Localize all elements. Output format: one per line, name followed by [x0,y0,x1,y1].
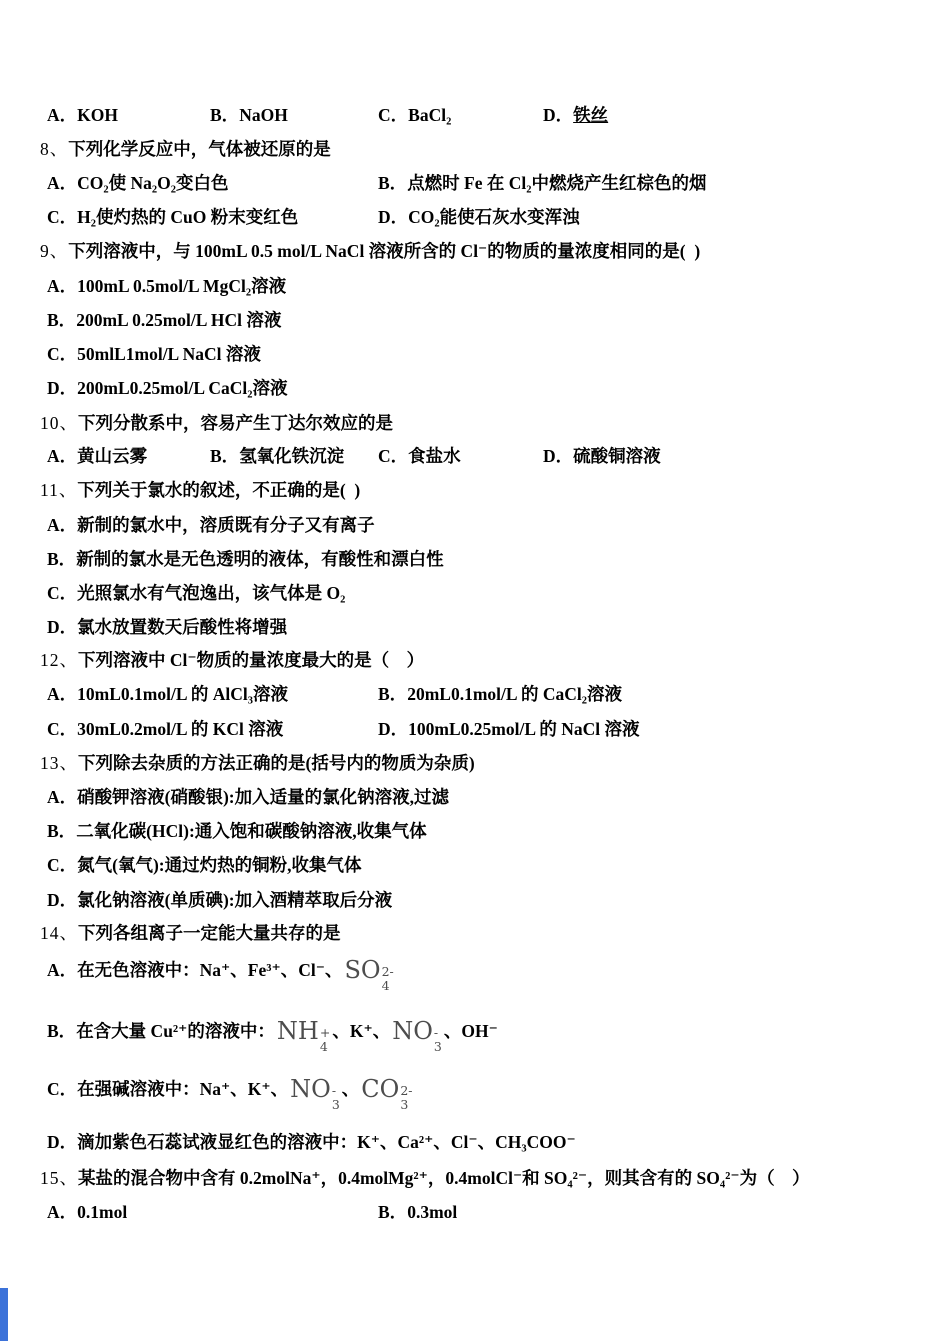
question-9-option-D [47,373,288,403]
option-text: 新制的氯水中，溶质既有分子又有离子 [77,515,375,535]
question-stem-text: 下列各组离子一定能大量共存的是 [78,923,341,943]
question-15-stem [40,1163,810,1193]
option-text: 点燃时 Fe 在 Cl₂中燃烧产生红棕色的烟 [407,173,707,193]
option-label: B． [47,549,77,569]
option-label: B． [210,105,240,125]
option-label: C． [47,207,78,227]
option-text: 硝酸钾溶液(硝酸银):加入适量的氯化钠溶液,过滤 [77,787,449,807]
option-label: C． [378,446,409,466]
question-number: 8、 [40,139,69,159]
option-text: 0.3mol [407,1202,458,1222]
question-8-option-C [47,202,298,232]
option-label: C． [47,344,78,364]
question-number: 12、 [40,650,78,670]
question-11-stem [40,475,360,505]
option-text: CO₂使 Na₂O₂变白色 [77,173,229,193]
option-text: 、OH⁻ [443,1021,498,1041]
question-12-stem [40,645,424,675]
option-label: D． [47,378,78,398]
option-label: C． [47,583,78,603]
option-text: BaCl₂ [408,105,452,125]
question-9-option-B [47,305,281,335]
option-text: 氢氧化铁沉淀 [239,446,345,466]
option-text: CO₂能使石灰水变浑浊 [408,207,580,227]
option-text: 20mL0.1mol/L 的 CaCl₂溶液 [407,684,622,704]
option-text: 50mlL1mol/L NaCl 溶液 [77,344,261,364]
question-13-option-C [47,850,362,880]
question-7-option-A [47,100,118,130]
chemical-formula-co3: CO 2- 3 [361,1075,413,1112]
option-text: 新制的氯水是无色透明的液体，有酸性和漂白性 [76,549,444,569]
option-text: 在无色溶液中：Na⁺、Fe³⁺、Cl⁻、 [77,960,343,980]
option-text: 、 [341,1079,360,1099]
option-label: C． [47,719,78,739]
option-label: A． [47,515,78,535]
option-text: 在强碱溶液中：Na⁺、K⁺、 [77,1079,289,1099]
question-8-stem [40,134,331,164]
option-label: B． [378,173,408,193]
question-number: 11、 [40,480,78,500]
option-text: 黄山云雾 [77,446,148,466]
question-9-option-A [47,271,286,301]
question-14-option-C [47,1074,415,1112]
question-7-option-C [378,100,451,130]
question-12-option-D [378,714,640,744]
chemical-formula-no3: NO - 3 [392,1017,442,1054]
option-label: B． [210,446,240,466]
option-label: D． [47,890,78,910]
option-text: 氮气(氧气):通过灼热的铜粉,收集气体 [77,855,362,875]
option-label: A． [47,960,78,980]
chemical-formula-so4: SO 2- 4 [344,956,394,993]
option-label: A． [47,276,78,296]
option-label: A． [47,105,78,125]
question-10-option-C [378,441,461,471]
option-label: B． [378,1202,408,1222]
option-label: B． [47,1021,77,1041]
question-13-option-B [47,816,427,846]
question-stem-text: 下列分散系中，容易产生丁达尔效应的是 [78,413,393,433]
question-9-option-C [47,339,261,369]
question-13-option-D [47,885,392,915]
question-14-option-D [47,1127,576,1157]
question-12-option-A [47,679,288,709]
option-text: 10mL0.1mol/L 的 AlCl₃溶液 [77,684,289,704]
option-label: D． [543,105,574,125]
question-8-option-B [378,168,707,198]
question-10-option-D [543,441,661,471]
question-11-option-A [47,510,375,540]
question-stem-text: 下列溶液中，与 100mL 0.5 mol/L NaCl 溶液所含的 Cl⁻的物质的量浓度相同的是( ) [68,241,701,261]
option-label: C． [47,1079,78,1099]
chemical-formula-nh4: NH + 4 [276,1017,331,1054]
option-label: A． [47,684,78,704]
option-label: B． [47,310,77,330]
question-8-option-D [378,202,580,232]
option-text: 氯水放置数天后酸性将增强 [77,617,288,637]
blue-edge-marker [0,1288,8,1341]
question-13-option-A [47,782,449,812]
question-stem-text: 下列化学反应中，气体被还原的是 [68,139,331,159]
question-number: 15、 [40,1168,78,1188]
question-14-option-A [47,955,396,993]
option-label: D． [47,617,78,637]
option-text: 200mL 0.25mol/L HCl 溶液 [76,310,282,330]
option-text: 、K⁺、 [332,1021,391,1041]
question-11-option-C [47,578,345,608]
question-12-option-B [378,679,622,709]
question-8-option-A [47,168,229,198]
question-number: 10、 [40,413,78,433]
option-label: A． [47,1202,78,1222]
question-stem-text: 下列关于氯水的叙述，不正确的是( ) [77,480,361,500]
option-text: 硫酸铜溶液 [573,446,661,466]
option-label: B． [378,684,408,704]
option-text: 100mL0.25mol/L 的 NaCl 溶液 [408,719,640,739]
option-text: 氯化钠溶液(单质碘):加入酒精萃取后分液 [77,890,393,910]
question-7-option-D [543,100,608,130]
option-label: A． [47,787,78,807]
chemical-formula-no3: NO - 3 [290,1075,340,1112]
question-9-stem [40,236,700,266]
question-14-option-B [47,1016,498,1054]
option-label: B． [47,821,77,841]
option-label: A． [47,173,78,193]
option-text: NaOH [239,105,288,125]
question-13-stem [40,748,475,778]
option-label: D． [378,207,409,227]
option-text: 在含大量 Cu²⁺的溶液中： [76,1021,275,1041]
question-stem-text: 下列溶液中 Cl⁻物质的量浓度最大的是（ ） [78,650,425,670]
option-text: 0.1mol [77,1202,128,1222]
option-text: 二氧化碳(HCl):通入饱和碳酸钠溶液,收集气体 [76,821,427,841]
option-text: H₂使灼热的 CuO 粉末变红色 [77,207,299,227]
question-15-option-A [47,1197,127,1227]
option-label: D． [378,719,409,739]
option-label: A． [47,446,78,466]
question-number: 14、 [40,923,78,943]
option-label: D． [47,1132,78,1152]
option-label: D． [543,446,574,466]
option-text: 铁丝 [573,105,609,125]
question-10-option-A [47,441,147,471]
question-11-option-D [47,612,287,642]
question-11-option-B [47,544,444,574]
option-text: KOH [77,105,118,125]
question-10-option-B [210,441,344,471]
question-15-option-B [378,1197,457,1227]
option-label: C． [47,855,78,875]
question-number: 9、 [40,241,69,261]
option-text: 200mL0.25mol/L CaCl₂溶液 [77,378,288,398]
option-text: 光照氯水有气泡逸出，该气体是 O₂ [77,583,346,603]
option-text: 食盐水 [408,446,461,466]
question-stem-text: 下列除去杂质的方法正确的是(括号内的物质为杂质) [78,753,475,773]
question-stem-text: 某盐的混合物中含有 0.2molNa⁺，0.4molMg²⁺，0.4molCl⁻和 SO₄²⁻，则其含有的 SO₄²⁻为（ ） [78,1168,810,1188]
option-text: 30mL0.2mol/L 的 KCl 溶液 [77,719,284,739]
option-text: 滴加紫色石蕊试液显红色的溶液中：K⁺、Ca²⁺、Cl⁻、CH₃COO⁻ [77,1132,576,1152]
question-number: 13、 [40,753,78,773]
question-10-stem [40,408,393,438]
question-12-option-C [47,714,283,744]
question-7-option-B [210,100,288,130]
option-label: C． [378,105,409,125]
question-14-stem [40,918,341,948]
option-text: 100mL 0.5mol/L MgCl₂溶液 [77,276,287,296]
